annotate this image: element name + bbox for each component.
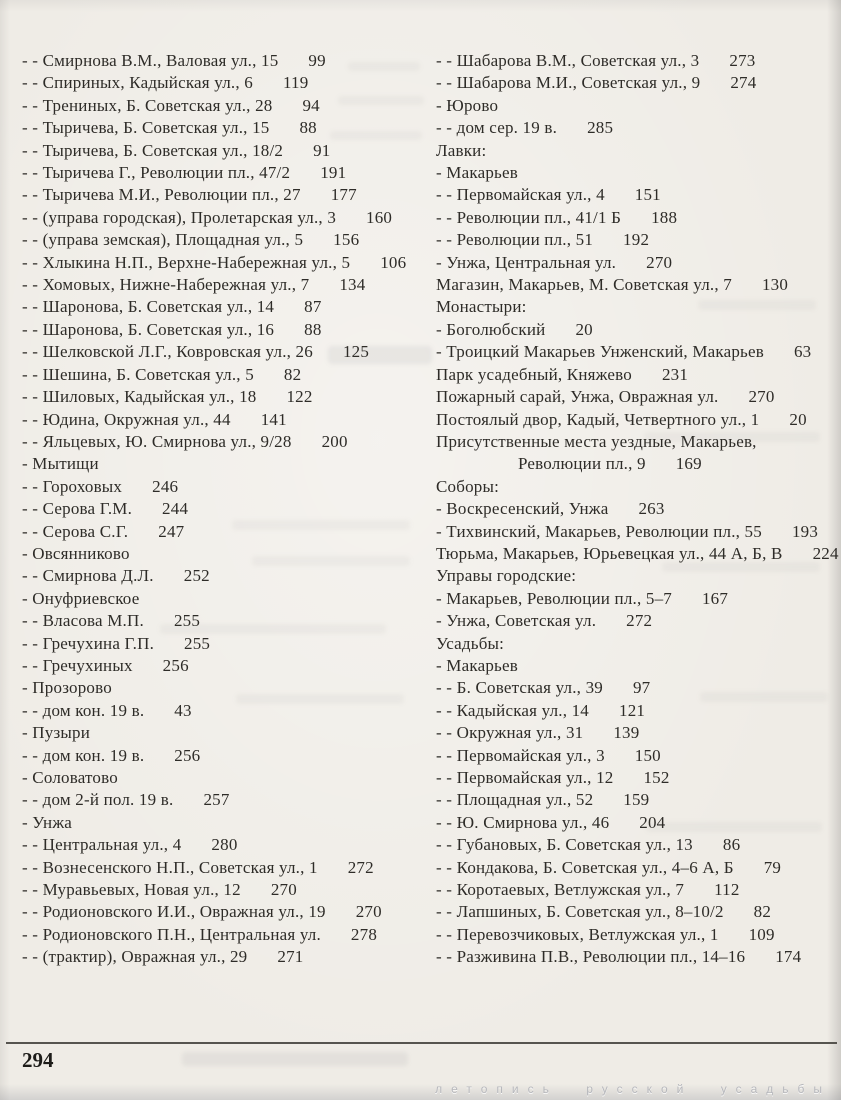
index-entry xyxy=(22,633,428,655)
index-entry-text: - Макарьев xyxy=(436,163,518,183)
index-entry-page-number: 87 xyxy=(304,297,322,317)
index-entry-page-number: 150 xyxy=(634,745,661,765)
index-entry-page-number: 106 xyxy=(380,252,407,272)
index-entry-text: - - дом сер. 19 в. xyxy=(436,118,558,138)
index-entry-page-number: 270 xyxy=(748,387,775,407)
index-entry xyxy=(22,722,428,744)
index-entry-text: - Унжа, Центральная ул. xyxy=(436,252,617,272)
index-entry xyxy=(436,319,841,341)
index-entry-text: - - (трактир), Овражная ул., 29 xyxy=(22,947,248,967)
index-entry-page-number: 263 xyxy=(638,499,665,519)
index-entry-page-number: 94 xyxy=(302,95,320,115)
index-entry xyxy=(22,476,428,498)
index-entry-text: Монастыри: xyxy=(436,297,527,317)
index-entry-text: - - Революции пл., 41/1 Б xyxy=(436,207,622,227)
index-entry xyxy=(436,386,841,408)
index-entry-page-number: 255 xyxy=(173,611,201,631)
index-entry-page-number: 20 xyxy=(575,319,593,339)
index-entry-text: - - Власова М.П. xyxy=(22,611,144,631)
index-entry-page-number: 152 xyxy=(643,768,670,787)
index-entry-text: Лавки: xyxy=(436,140,487,160)
index-entry-text: - - Гречухина Г.П. xyxy=(22,633,155,653)
index-entry xyxy=(436,207,841,229)
index-entry xyxy=(436,476,841,498)
index-entry xyxy=(436,901,841,923)
index-entry xyxy=(436,543,841,565)
index-entry-text: - Овсянниково xyxy=(22,543,130,563)
index-entry-text: - - Хлыкина Н.П., Верхне-Набережная ул., 5 xyxy=(22,252,351,272)
index-entry xyxy=(22,834,428,856)
index-entry-page-number: 99 xyxy=(308,51,326,70)
index-entry-text: - - дом кон. 19 в. xyxy=(22,700,145,720)
index-entry xyxy=(22,319,428,341)
index-entry-page-number: 273 xyxy=(729,51,756,70)
index-entry xyxy=(436,431,841,476)
index-entry xyxy=(436,296,841,318)
index-entry xyxy=(22,95,428,117)
index-entry xyxy=(436,117,841,139)
index-entry xyxy=(436,633,841,655)
index-entry-page-number: 204 xyxy=(639,812,666,832)
index-entry xyxy=(436,655,841,677)
index-entry-page-number: 256 xyxy=(174,745,201,765)
index-entry-text: - - Гречухиных xyxy=(22,655,133,675)
index-entry xyxy=(22,946,428,968)
index-entry-text: - - Яльцевых, Ю. Смирнова ул., 9/28 xyxy=(22,431,292,451)
index-entry-text: - - дом 2-й пол. 19 в. xyxy=(22,790,174,810)
index-entry-text: - - Окружная ул., 31 xyxy=(436,723,584,743)
index-entry-text: - - Гороховых xyxy=(22,476,123,496)
index-entry-text: - - Губановых, Б. Советская ул., 13 xyxy=(436,835,693,855)
index-entry-page-number: 151 xyxy=(634,185,661,205)
index-entry-page-number: 256 xyxy=(162,655,189,675)
index-entry-text: - - Шабарова М.И., Советская ул., 9 xyxy=(436,73,701,93)
index-column-right xyxy=(436,50,841,969)
index-entry xyxy=(22,162,428,184)
index-entry xyxy=(436,745,841,767)
index-entry xyxy=(22,498,428,520)
index-entry-page-number: 247 xyxy=(158,521,185,541)
index-entry-page-number: 122 xyxy=(286,387,313,407)
index-entry-text: - - Шешина, Б. Советская ул., 5 xyxy=(22,364,254,384)
running-footer: летопись русской усадьбы xyxy=(435,1082,831,1096)
index-entry xyxy=(22,296,428,318)
index-entry xyxy=(436,498,841,520)
index-entry xyxy=(22,207,428,229)
index-entry-text: - - Серова С.Г. xyxy=(22,521,129,541)
index-entry-page-number: 125 xyxy=(342,342,370,362)
index-entry-page-number: 280 xyxy=(211,835,238,855)
index-entry-text: - - Родионовского И.И., Овражная ул., 19 xyxy=(22,902,326,922)
index-entry-text: - Пузыри xyxy=(22,723,91,743)
index-entry xyxy=(436,834,841,856)
index-entry-text: - - Шиловых, Кадыйская ул., 18 xyxy=(22,387,257,407)
index-entry xyxy=(22,745,428,767)
index-entry xyxy=(436,274,841,296)
index-entry-text: - - Серова Г.М. xyxy=(22,499,133,519)
index-entry xyxy=(22,565,428,587)
index-entry-text: - - Юдина, Окружная ул., 44 xyxy=(22,409,231,429)
index-entry xyxy=(436,565,841,587)
index-entry-text: Постоялый двор, Кадый, Четвертного ул., 1 xyxy=(436,409,760,429)
index-entry-text: - - Первомайская ул., 3 xyxy=(436,745,605,765)
index-entry-text: - Соловатово xyxy=(22,768,118,787)
index-entry-text: - - Б. Советская ул., 39 xyxy=(436,678,603,698)
index-entry-text: - - Хомовых, Нижне-Набережная ул., 7 xyxy=(22,275,310,295)
index-entry-text: - - Перевозчиковых, Ветлужская ул., 1 xyxy=(436,924,719,944)
index-entry-page-number: 224 xyxy=(812,543,839,563)
index-entry xyxy=(22,879,428,901)
index-entry xyxy=(22,229,428,251)
index-entry xyxy=(436,184,841,206)
index-entry-page-number: 188 xyxy=(651,207,678,227)
index-entry xyxy=(436,924,841,946)
index-entry-page-number: 91 xyxy=(313,140,331,160)
index-entry xyxy=(22,386,428,408)
footer-rule xyxy=(6,1042,837,1044)
index-entry xyxy=(436,229,841,251)
index-entry xyxy=(436,700,841,722)
index-entry-text: - - Первомайская ул., 12 xyxy=(436,768,614,787)
index-entry-text: Управы городские: xyxy=(436,566,577,586)
index-entry xyxy=(436,857,841,879)
index-entry-page-number: 274 xyxy=(730,73,757,93)
index-entry xyxy=(436,767,841,789)
index-entry-page-number: 244 xyxy=(162,499,189,519)
index-entry-page-number: 159 xyxy=(623,790,650,810)
index-entry-page-number: 167 xyxy=(701,588,729,608)
index-entry-text: - - Революции пл., 51 xyxy=(436,230,594,250)
index-entry xyxy=(22,409,428,431)
index-entry xyxy=(22,252,428,274)
index-entry-page-number: 88 xyxy=(304,319,322,339)
index-entry xyxy=(22,521,428,543)
index-entry-text: - - Вознесенского Н.П., Советская ул., 1 xyxy=(22,857,318,877)
index-entry xyxy=(22,924,428,946)
index-entry-text: - - Шаронова, Б. Советская ул., 16 xyxy=(22,319,275,339)
index-entry-page-number: 112 xyxy=(714,880,740,900)
index-entry-text: - Троицкий Макарьев Унженский, Макарьев xyxy=(436,342,764,362)
index-entry-text: - Мытищи xyxy=(22,454,99,474)
index-entry xyxy=(22,901,428,923)
index-entry-text: - - Центральная ул., 4 xyxy=(22,835,182,855)
index-entry-text: - - Кондакова, Б. Советская ул., 4–6 А, Б xyxy=(436,857,734,877)
index-entry xyxy=(436,140,841,162)
index-entry xyxy=(22,50,428,72)
index-entry-text: - - Муравьевых, Новая ул., 12 xyxy=(22,880,241,900)
index-entry-text: - Боголюбский xyxy=(436,319,546,339)
index-entry xyxy=(436,409,841,431)
index-entry-page-number: 156 xyxy=(333,230,360,250)
index-entry xyxy=(436,364,841,386)
index-entry xyxy=(22,655,428,677)
index-entry-text: - Юрово xyxy=(436,95,499,115)
index-entry-text: - - Лапшиных, Б. Советская ул., 8–10/2 xyxy=(436,902,724,922)
index-entry-page-number: 119 xyxy=(282,73,309,93)
index-entry-page-number: 231 xyxy=(661,364,689,384)
index-entry-text: - - (управа земская), Площадная ул., 5 xyxy=(22,230,304,250)
index-entry xyxy=(22,812,428,834)
index-entry xyxy=(436,677,841,699)
index-entry-page-number: 169 xyxy=(675,454,702,474)
index-entry-text: - - Смирнова В.М., Валовая ул., 15 xyxy=(22,51,279,70)
index-entry-text: - - Тыричева, Б. Советская ул., 15 xyxy=(22,118,270,138)
index-entry-page-number: 82 xyxy=(753,902,772,922)
index-entry xyxy=(22,184,428,206)
index-entry-text: - Макарьев, Революции пл., 5–7 xyxy=(436,588,672,608)
index-entry xyxy=(436,521,841,543)
index-entry xyxy=(22,610,428,632)
index-entry xyxy=(22,431,428,453)
index-entry-page-number: 272 xyxy=(347,857,374,877)
index-entry xyxy=(22,588,428,610)
index-entry-text: - Унжа xyxy=(22,812,73,832)
index-entry-page-number: 130 xyxy=(761,275,789,295)
index-entry xyxy=(436,610,841,632)
index-entry-page-number: 63 xyxy=(793,342,812,362)
index-entry-text: - - Коротаевых, Ветлужская ул., 7 xyxy=(436,880,685,900)
index-entry-page-number: 160 xyxy=(366,207,393,227)
index-entry-text: - - Трениных, Б. Советская ул., 28 xyxy=(22,95,273,115)
index-entry-page-number: 141 xyxy=(260,409,287,429)
index-entry-text: - Онуфриевское xyxy=(22,588,140,608)
index-entry xyxy=(436,341,841,363)
index-entry-page-number: 121 xyxy=(619,700,646,720)
index-entry xyxy=(436,812,841,834)
index-entry-text: - - Спириных, Кадыйская ул., 6 xyxy=(22,73,253,93)
index-entry-text: Магазин, Макарьев, М. Советская ул., 7 xyxy=(436,275,732,295)
page-number: 294 xyxy=(22,1048,54,1072)
index-entry-page-number: 82 xyxy=(283,364,302,384)
index-entry-page-number: 97 xyxy=(632,678,651,698)
index-entry-text: - - Шелковской Л.Г., Ковровская ул., 26 xyxy=(22,342,313,362)
index-entry-page-number: 270 xyxy=(355,902,382,922)
index-entry xyxy=(22,677,428,699)
index-entry xyxy=(436,95,841,117)
index-entry-text: - - Шаронова, Б. Советская ул., 14 xyxy=(22,297,275,317)
index-entry-page-number: 177 xyxy=(330,185,357,205)
index-entry xyxy=(22,789,428,811)
index-entry xyxy=(436,722,841,744)
index-entry-page-number: 79 xyxy=(763,857,782,877)
index-entry-page-number: 200 xyxy=(321,431,348,451)
index-entry-page-number: 272 xyxy=(626,611,653,631)
index-entry-text: - Прозорово xyxy=(22,678,112,698)
index-entry xyxy=(22,140,428,162)
index-entry-page-number: 271 xyxy=(277,947,304,967)
index-entry-text: - - Кадыйская ул., 14 xyxy=(436,700,589,720)
index-entry-page-number: 255 xyxy=(184,633,211,653)
index-entry-page-number: 246 xyxy=(152,476,179,496)
index-entry xyxy=(22,117,428,139)
index-entry xyxy=(22,341,428,363)
index-entry-page-number: 257 xyxy=(203,790,230,810)
index-entry xyxy=(436,72,841,94)
index-entry xyxy=(436,879,841,901)
index-entry-text: - Унжа, Советская ул. xyxy=(436,611,597,631)
index-entry xyxy=(22,364,428,386)
index-entry-page-number: 86 xyxy=(722,835,741,855)
index-entry xyxy=(22,453,428,475)
index-entry-text: Тюрьма, Макарьев, Юрьевецкая ул., 44 А, Б, В xyxy=(436,543,783,563)
index-entry-text: - - дом кон. 19 в. xyxy=(22,745,145,765)
index-entry-text: - - Площадная ул., 52 xyxy=(436,790,594,810)
index-entry-page-number: 139 xyxy=(613,723,640,743)
index-entry-text: - Воскресенский, Унжа xyxy=(436,499,609,519)
index-entry xyxy=(436,946,841,968)
index-entry-page-number: 191 xyxy=(320,163,347,183)
index-entry-page-number: 88 xyxy=(299,118,317,138)
index-entry-page-number: 270 xyxy=(646,252,673,272)
index-entry xyxy=(22,543,428,565)
index-entry-page-number: 252 xyxy=(183,566,210,586)
index-entry-text: - - Шабарова В.М., Советская ул., 3 xyxy=(436,51,700,70)
index-entry-text: Парк усадебный, Княжево xyxy=(436,364,632,384)
index-entry-text: - - Разживина П.В., Революции пл., 14–16 xyxy=(436,947,746,967)
index-entry-page-number: 20 xyxy=(789,409,807,429)
index-entry-page-number: 270 xyxy=(270,880,297,900)
index-entry-text: - - Тыричева М.И., Революции пл., 27 xyxy=(22,185,301,205)
index-entry-page-number: 109 xyxy=(748,924,775,944)
index-entry-text: - - Тыричева, Б. Советская ул., 18/2 xyxy=(22,140,284,160)
index-entry xyxy=(436,162,841,184)
index-column-left xyxy=(22,50,428,969)
index-entry-text: - - Первомайская ул., 4 xyxy=(436,185,605,205)
index-entry-page-number: 278 xyxy=(350,924,378,944)
index-entry-text: - - (управа городская), Пролетарская ул., 3 xyxy=(22,207,337,227)
index-entry xyxy=(436,588,841,610)
index-entry-text: - Тихвинский, Макарьев, Революции пл., 55 xyxy=(436,521,762,541)
index-entry-page-number: 174 xyxy=(775,947,802,967)
index-entry xyxy=(22,857,428,879)
index-entry-text: Пожарный сарай, Унжа, Овражная ул. xyxy=(436,387,719,407)
index-entry xyxy=(436,789,841,811)
index-entry-text: - Макарьев xyxy=(436,655,518,675)
index-entry-text: Присутственные места уездные, Макарьев, Революции пл., 9 xyxy=(436,431,757,474)
index-entry-text: - - Родионовского П.Н., Центральная ул. xyxy=(22,924,321,944)
index-entry-page-number: 193 xyxy=(791,521,819,541)
index-entry xyxy=(22,700,428,722)
index-entry-text: - - Смирнова Д.Л. xyxy=(22,566,154,586)
index-entry-text: - - Тыричева Г., Революции пл., 47/2 xyxy=(22,163,291,183)
index-entry xyxy=(436,50,841,72)
bleed-through-artifact xyxy=(182,1052,408,1066)
index-entry-text: - - Ю. Смирнова ул., 46 xyxy=(436,812,610,832)
index-entry-text: Усадьбы: xyxy=(436,633,505,653)
index-entry-page-number: 134 xyxy=(339,275,366,295)
index-entry xyxy=(436,252,841,274)
index-entry xyxy=(22,72,428,94)
index-entry-page-number: 285 xyxy=(587,118,614,138)
index-entry-text: Соборы: xyxy=(436,476,500,496)
index-entry-page-number: 192 xyxy=(623,230,650,250)
index-entry xyxy=(22,767,428,789)
index-entry-page-number: 43 xyxy=(174,700,192,720)
index-entry xyxy=(22,274,428,296)
